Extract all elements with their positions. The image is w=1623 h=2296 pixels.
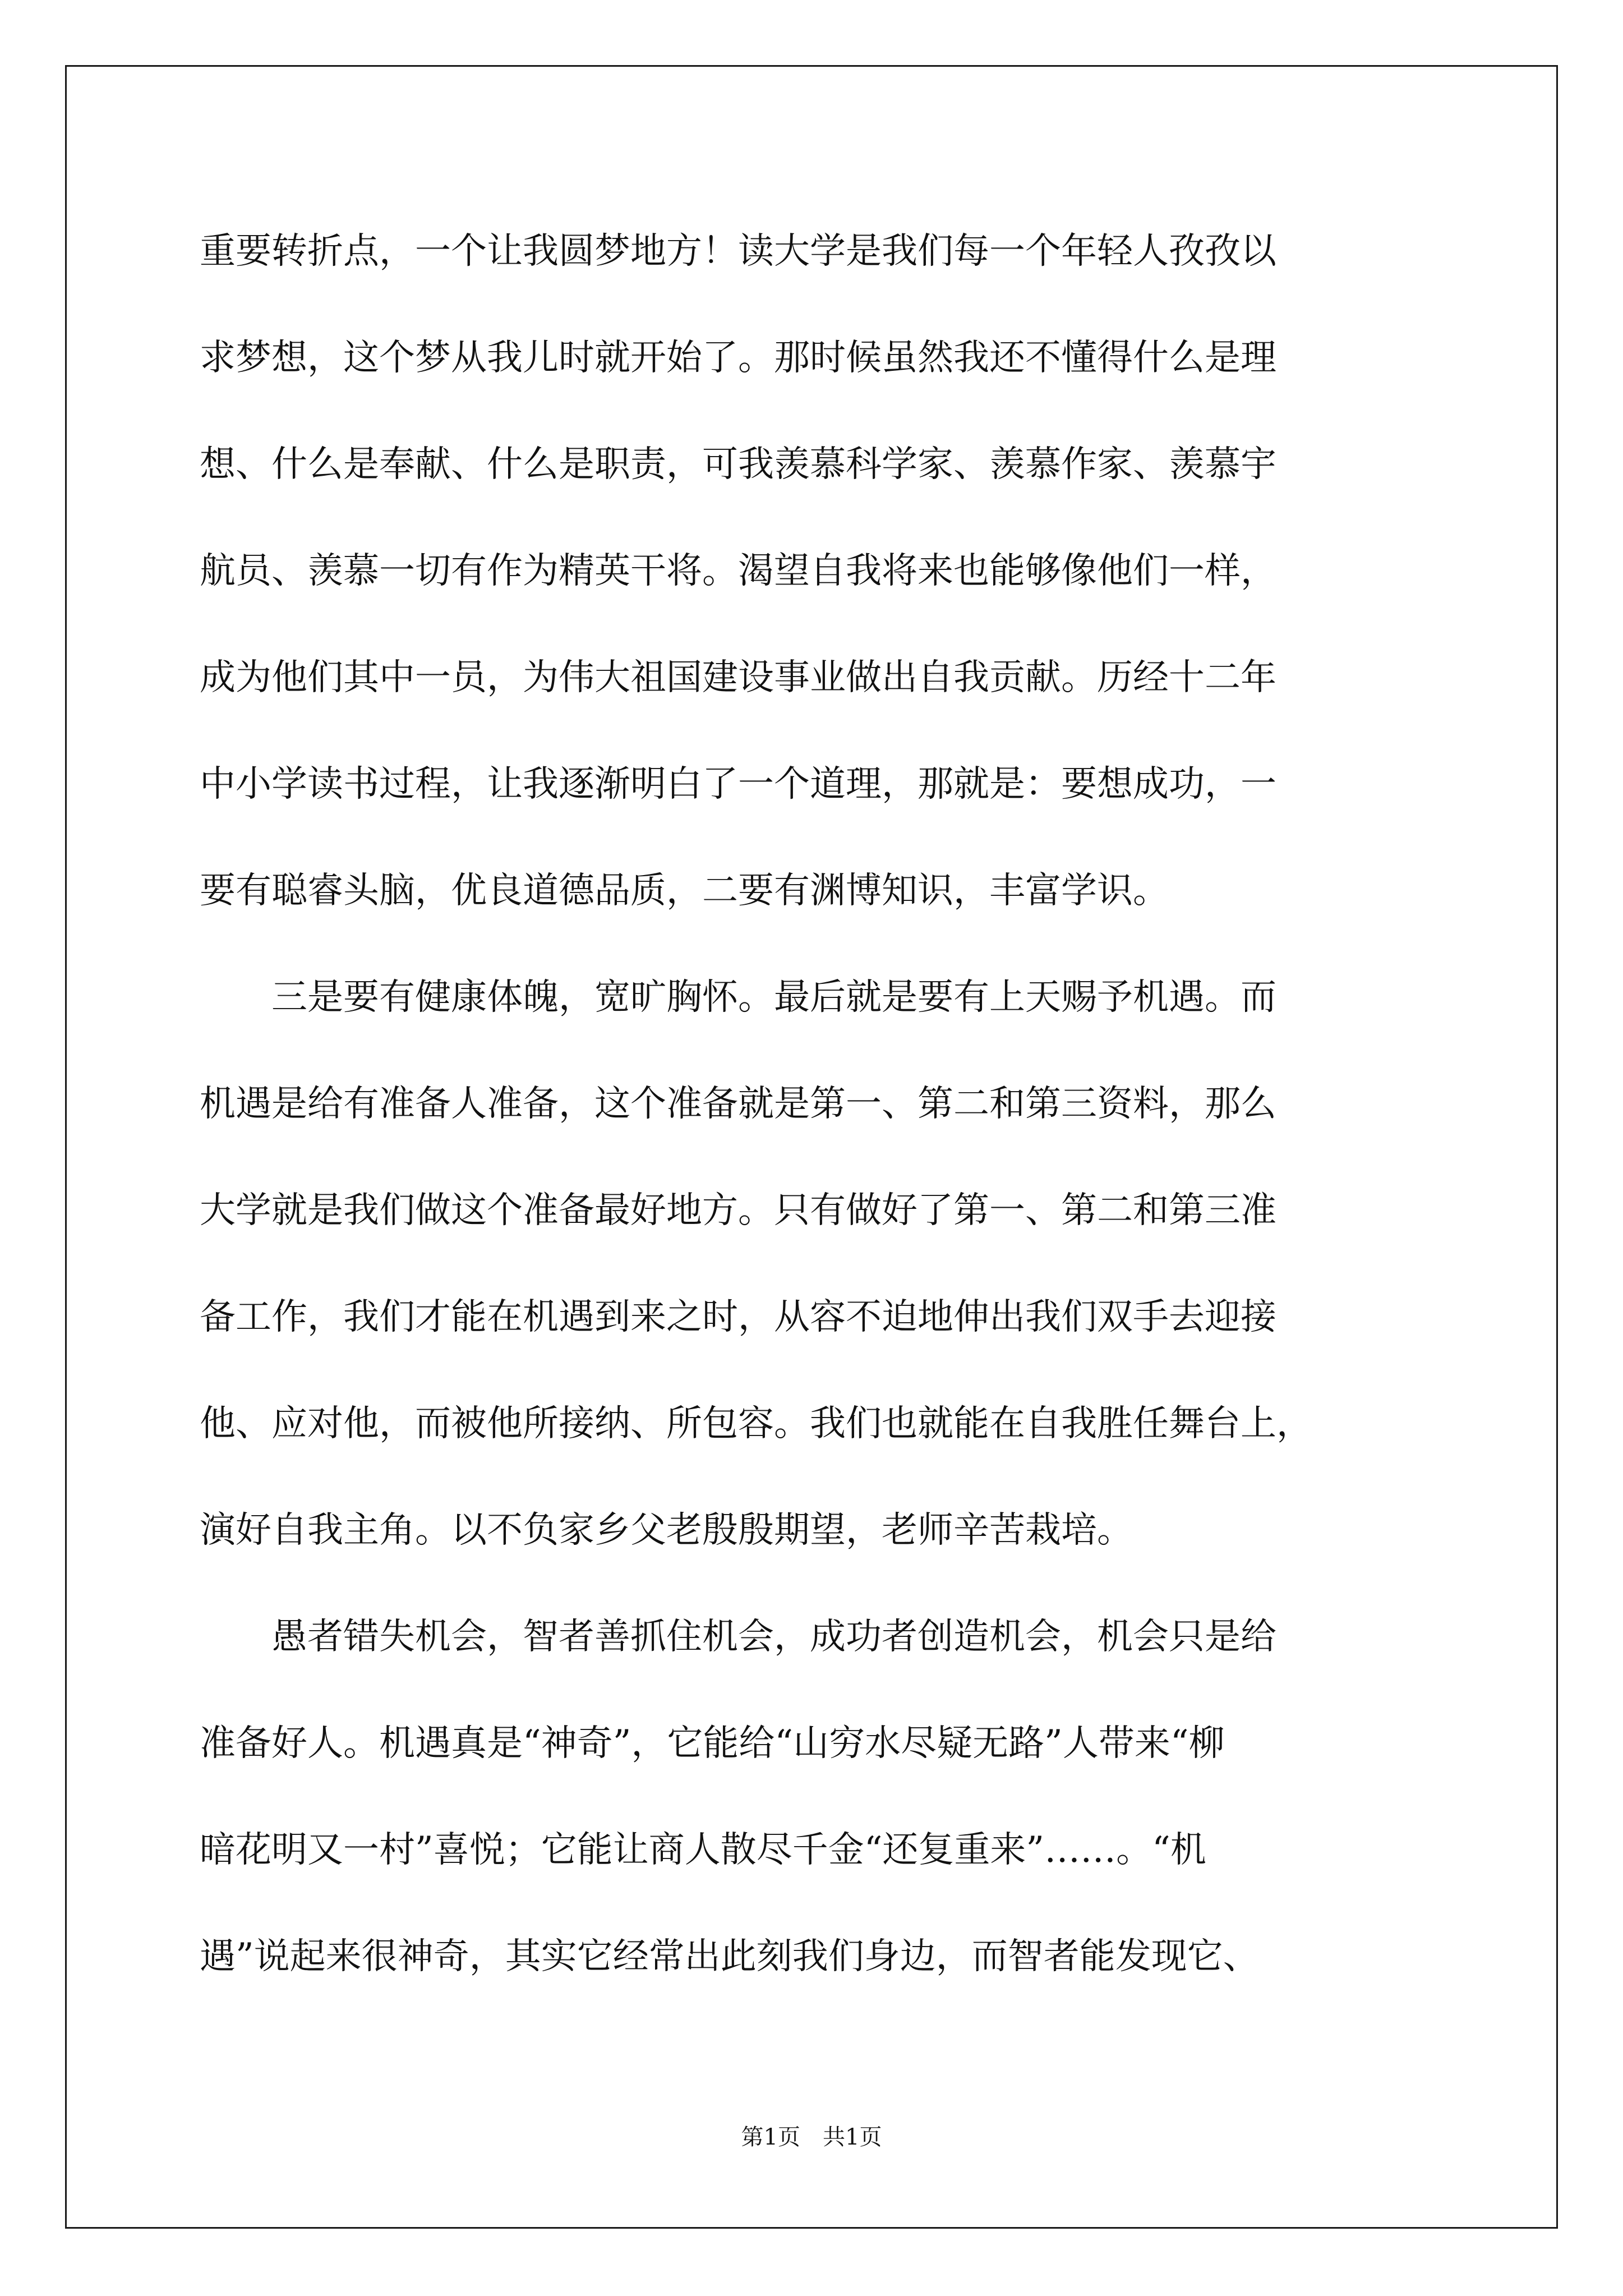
text-line: 遇”说起来很神奇，其实它经常出此刻我们身边，而智者能发现它、 — [200, 1936, 1259, 1977]
text-line: 他、应对他，而被他所接纳、所包容。我们也就能在自我胜任舞台上， — [200, 1403, 1312, 1444]
text-line: 准备好人。机遇真是“神奇”，它能给“山穷水尽疑无路”人带来“柳 — [200, 1723, 1225, 1764]
text-line: 中小学读书过程，让我逐渐明白了一个道理，那就是：要想成功，一 — [200, 763, 1276, 805]
text-line: 重要转折点，一个让我圆梦地方！读大学是我们每一个年轻人孜孜以 — [200, 231, 1276, 272]
text-line: 三是要有健康体魄，宽旷胸怀。最后就是要有上天赐予机遇。而 — [200, 977, 1276, 1018]
page-footer: 第1页 共1页 — [741, 2124, 882, 2150]
page-border — [65, 65, 1558, 2229]
text-line: 航员、羡慕一切有作为精英干将。渴望自我将来也能够像他们一样， — [200, 550, 1276, 592]
text-line: 求梦想，这个梦从我儿时就开始了。那时候虽然我还不懂得什么是理 — [200, 337, 1276, 379]
text-line: 演好自我主角。以不负家乡父老殷殷期望，老师辛苦栽培。 — [200, 1510, 1133, 1551]
text-line: 愚者错失机会，智者善抓住机会，成功者创造机会，机会只是给 — [200, 1616, 1276, 1658]
text-line: 备工作，我们才能在机遇到来之时，从容不迫地伸出我们双手去迎接 — [200, 1296, 1276, 1338]
text-line: 机遇是给有准备人准备，这个准备就是第一、第二和第三资料，那么 — [200, 1083, 1276, 1125]
text-line: 想、什么是奉献、什么是职责，可我羡慕科学家、羡慕作家、羡慕宇 — [200, 444, 1276, 485]
text-line: 成为他们其中一员，为伟大祖国建设事业做出自我贡献。历经十二年 — [200, 657, 1276, 698]
text-line: 大学就是我们做这个准备最好地方。只有做好了第一、第二和第三准 — [200, 1190, 1276, 1231]
text-line: 暗花明又一村”喜悦；它能让商人散尽千金“还复重来”……。“机 — [200, 1829, 1206, 1871]
text-line: 要有聪睿头脑，优良道德品质，二要有渊博知识，丰富学识。 — [200, 870, 1169, 912]
